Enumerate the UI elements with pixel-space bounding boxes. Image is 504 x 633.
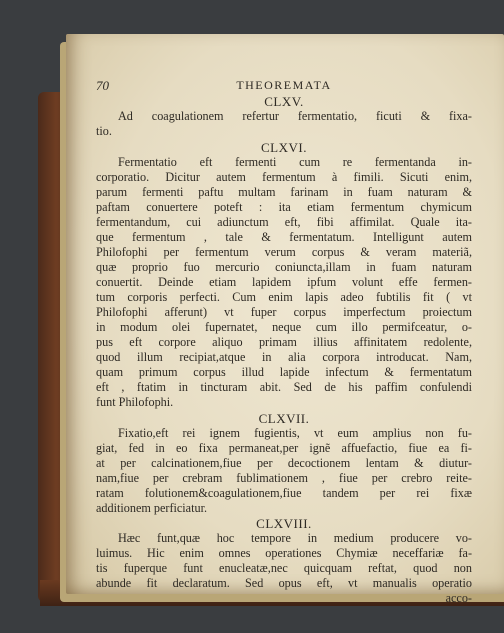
text-line: in modum olei fupernatet, neque cum illo permifceatur, o- — [96, 320, 472, 334]
text-line: at per calcinationem,fiue per decoctionem lentam & diutur- — [96, 456, 472, 470]
text-line: pus eft corpore aliquo primam illius affinitatem redolente, — [96, 335, 472, 349]
text-line: Philofophi per fermentum verum corpus & veram materiã, — [96, 245, 472, 259]
section-heading: CLXVII. — [258, 411, 310, 426]
text-line: additionem perficiatur. — [96, 501, 208, 515]
text-line: quod illum recipiat,atque in alia corpora introducat. Nam, — [96, 350, 472, 364]
text-line: paftam conuertere poteft : ita etiam fermentum chymicum — [96, 200, 472, 214]
text-line: funt Philofophi. — [96, 395, 174, 409]
text-line: parum fermenti paftu multam farinam in fuam naturam & — [96, 185, 472, 199]
text-line: nam,fiue per crebram fublimationem , fiue per crebro reite- — [96, 471, 472, 485]
text-line: abunde fit declaratum. Sed opus eft, vt manualis operatio — [96, 576, 472, 590]
text-line: fermentandum, cui adiunctum eft, fibi affimilat. Quale ita- — [96, 215, 472, 229]
page-number: 70 — [96, 78, 109, 93]
text-line: Fixatio,eft rei ignem fugientis, vt eum amplius non fu- — [118, 426, 472, 440]
text-line: Ad coagulationem refertur fermentatio, ficuti & fixa- — [118, 109, 472, 123]
section-heading: CLXV. — [264, 94, 304, 109]
text-line: conuertit. Deinde etiam lapidem ipfum volunt effe fermen- — [96, 275, 472, 289]
catchword: acco- — [445, 591, 472, 605]
text-line: Hæc funt,quæ hoc tempore in medium producere vo- — [118, 531, 472, 545]
text-line: tio. — [96, 124, 112, 138]
section-heading: CLXVIII. — [256, 516, 312, 531]
text-line: luimus. Hic enim omnes operationes Chymiæ neceffariæ fa- — [96, 546, 472, 560]
text-line: que fermentum , tale & fermentatum. Intelligunt autem — [96, 230, 472, 244]
text-line: giat, fed in eo fixa permaneat,per ignẽ affuefactio, fiue ea fi- — [96, 441, 472, 455]
page-header — [96, 78, 472, 93]
text-line: ratam folutionem&coagulationem,fiue tandem per rei fixæ — [96, 486, 472, 500]
text-line: Fermentatio eft fermenti cum re fermentanda in- — [118, 155, 472, 169]
text-line: quæ proprio fuo mercurio coniuncta,illam in fuam naturam — [96, 260, 472, 274]
text-line: corporatio. Dicitur autem fermentum à fimili. Sicuti enim, — [96, 170, 472, 184]
text-line: eft , ftatim in tincturam abit. Sed de his paffim confulendi — [96, 380, 472, 394]
text-line: quam primum corpus illud lapide infectum & fermentatum — [96, 365, 472, 379]
section-heading: CLXVI. — [261, 140, 307, 155]
running-title: THEOREMATA — [236, 78, 332, 92]
text-line: tis fuperque funt enucleatæ,nec quicquam reftat, quod non — [96, 561, 472, 575]
text-line: tum corporis perfecti. Cum enim lapis adeo fubtilis fit ( vt — [96, 290, 472, 304]
text-line: Philofophi afferunt) vt fuper corpus imperfectum proiectum — [96, 305, 472, 319]
